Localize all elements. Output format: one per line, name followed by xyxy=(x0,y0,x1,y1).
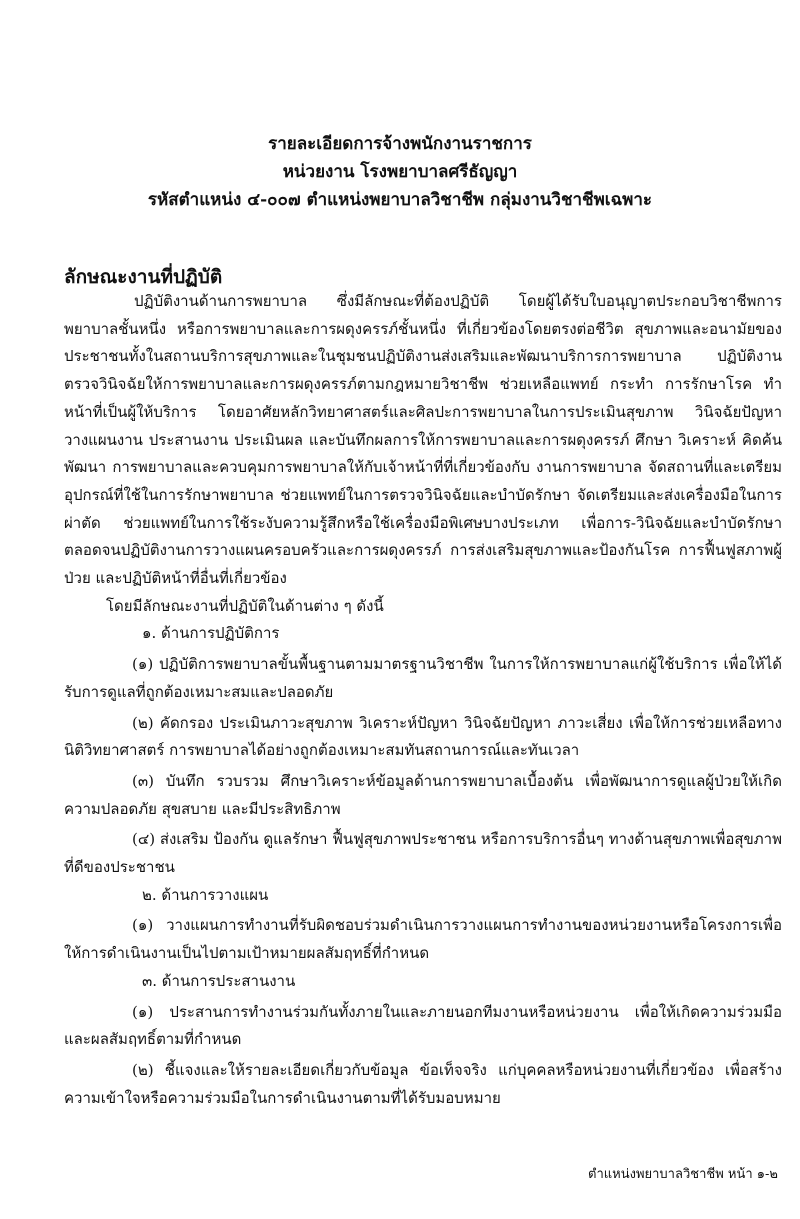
list-item: (๑) วางแผนการทำงานที่รับผิดชอบร่วมดำเนินการวางแผนการทำงานของหน่วยงานหรือโครงการเพื่อ ให้การดำเนินงานเป็นไปตามเป้าหมายผลสัมฤทธิ์ที่กำหนด xyxy=(64,916,782,963)
list-item: (๔) ส่งเสริม ป้องกัน ดูแลรักษา ฟื้นฟูสุขภาพประชาชน หรือการบริการอื่นๆ ทางด้านสุขภาพเพื่อสุขภาพที่ดีของประชาชน xyxy=(64,830,782,877)
document-body xyxy=(64,288,782,1112)
section-heading-planning: ๒. ด้านการวางแผน xyxy=(142,885,269,904)
page-footer: ตำแหน่งพยาบาลวิชาชีพ หน้า ๑-๒ xyxy=(588,1167,778,1182)
section-title: ลักษณะงานที่ปฏิบัติ xyxy=(64,266,223,288)
list-item: (๒) ชี้แจงและให้รายละเอียดเกี่ยวกับข้อมูล ข้อเท็จจริง แก่บุคคลหรือหน่วยงานที่เกี่ยวข้อง เพื่อสร้างความเข้าใจหรือความร่วมมือในการดำเนินงานตามที่ได้รับมอบหมาย xyxy=(64,1060,782,1107)
document-header xyxy=(0,130,800,214)
section-heading-operations: ๑. ด้านการปฏิบัติการ xyxy=(142,624,280,643)
header-agency: หน่วยงาน โรงพยาบาลศรีธัญญา xyxy=(282,162,518,182)
list-item: (๓) บันทึก รวบรวม ศึกษาวิเคราะห์ข้อมูลด้านการพยาบาลเบื้องต้น เพื่อพัฒนาการดูแลผู้ป่วยให้เกิดความปลอดภัย สุขสบาย และมีประสิทธิภาพ xyxy=(64,771,782,818)
list-item: (๒) คัดกรอง ประเมินภาวะสุขภาพ วิเคราะห์ปัญหา วินิจฉัยปัญหา ภาวะเสี่ยง เพื่อให้การช่วยเหลือทางนิติวิทยาศาสตร์ การพยาบาลได้อย่างถูกต้องเหมาะสมทันสถานการณ์และทันเวลา xyxy=(64,713,782,760)
header-position-code: รหัสตำแหน่ง ๔-๐๐๗ ตำแหน่งพยาบาลวิชาชีพ กลุ่มงานวิชาชีพเฉพาะ xyxy=(147,190,653,210)
header-title: รายละเอียดการจ้างพนักงานราชการ xyxy=(268,134,532,154)
intro-paragraph: ปฏิบัติงานด้านการพยาบาล ซึ่งมีลักษณะที่ต้องปฏิบัติ โดยผู้ได้รับใบอนุญาตประกอบวิชาชีพการพยาบาลชั้นหนึ่ง หรือการพยาบาลและการผดุงครรภ์ชั้นหนึ่ง ที่เกี่ยวข้องโดยตรงต่อชีวิต สุขภาพและอนามัยของประชาชนทั้งในสถานบริการสุขภาพและในชุมชนปฏิบัติงานส่งเสริมและพัฒนาบริการการพยาบาล ปฏิบัติงานตรวจวินิจฉัยให้การพยาบาลและการผดุงครรภ์ตามกฎหมายวิชาชีพ ช่วยเหลือแพทย์ กระทำ การรักษาโรค ทำหน้าที่เป็นผู้ให้บริการ โดยอาศัยหลักวิทยาศาสตร์และศิลปะการพยาบาลในการประเมินสุขภาพ วินิจฉัยปัญหา วางแผนงาน ประสานงาน ประเมินผล และบันทึกผลการให้การพยาบาลและการผดุงครรภ์ ศึกษา วิเคราะห์ คิดค้น พัฒนา การพยาบาลและควบคุมการพยาบาลให้กับเจ้าหน้าที่ที่เกี่ยวข้องกับ งานการพยาบาล จัดสถานที่และเตรียมอุปกรณ์ที่ใช้ในการรักษาพยาบาล ช่วยแพทย์ในการตรวจวินิจฉัยและบำบัดรักษา จัดเตรียมและส่งเครื่องมือในการผ่าตัด ช่วยแพทย์ในการใช้ระงับความรู้สึกหรือใช้เครื่องมือพิเศษบางประเภท เพื่อการ-วินิจฉัยและบำบัดรักษา ตลอดจนปฏิบัติงานการวางแผนครอบครัวและการผดุงครรภ์ การส่งเสริมสุขภาพและป้องกันโรค การฟื้นฟูสภาพผู้ป่วย และปฏิบัติหน้าที่อื่นที่เกี่ยวข้อง xyxy=(64,292,782,588)
section-heading-coordination: ๓. ด้านการประสานงาน xyxy=(142,971,296,990)
lead-sentence: โดยมีลักษณะงานที่ปฏิบัติในด้านต่าง ๆ ดังนี้ xyxy=(106,596,384,615)
list-item: (๑) ปฏิบัติการพยาบาลขั้นพื้นฐานตามมาตรฐานวิชาชีพ ในการให้การพยาบาลแก่ผู้ใช้บริการ เพื่อให้ได้รับการดูแลที่ถูกต้องเหมาะสมและปลอดภัย xyxy=(64,655,782,701)
list-item: (๑) ประสานการทำงานร่วมกันทั้งภายในและภายนอกทีมงานหรือหน่วยงาน เพื่อให้เกิดความร่วมมือและผลสัมฤทธิ์ตามที่กำหนด xyxy=(64,1002,782,1049)
